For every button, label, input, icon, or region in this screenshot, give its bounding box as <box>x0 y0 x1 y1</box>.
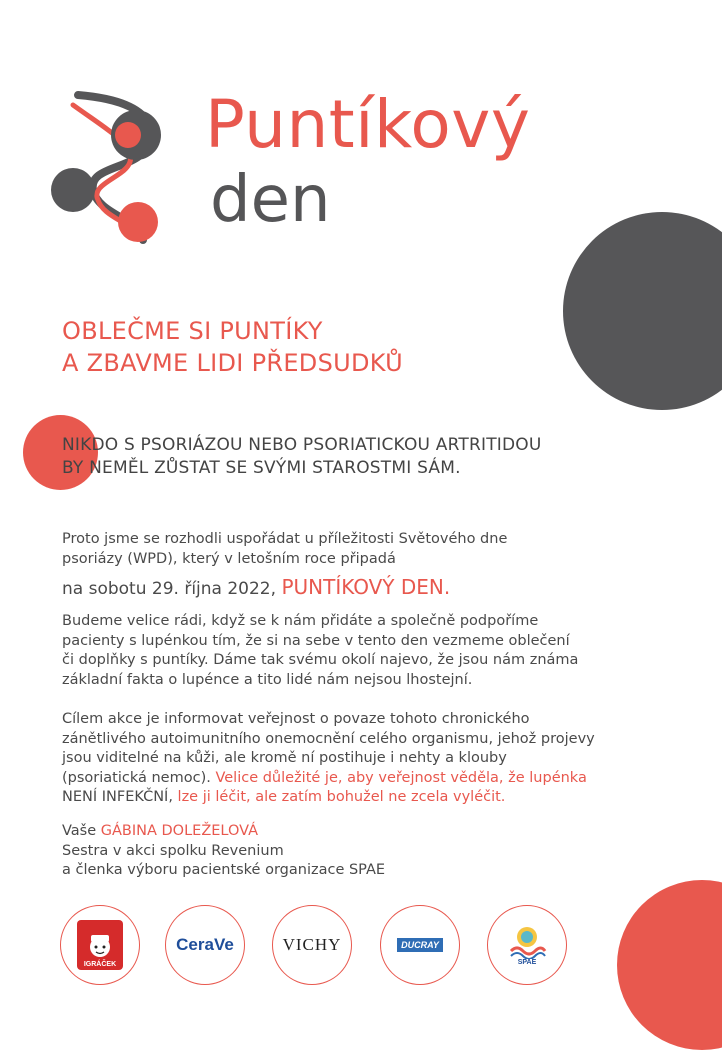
paragraph-line: základní fakta o lupénce a tito lidé nám nejsou lhostejní. <box>62 671 473 688</box>
decorative-red-circle-bottom <box>617 880 722 1050</box>
brand-title: Puntíkový <box>205 86 531 163</box>
signature-name-line <box>62 822 462 842</box>
headline-line-2: A ZBAVME LIDI PŘEDSUDKŮ <box>62 349 404 377</box>
spae-logo <box>507 925 547 966</box>
paragraph-line: zánětlivého autoimunitního onemocnění celého organismu, jehož projevy <box>62 730 595 747</box>
signature-name: GÁBINA DOLEŽELOVÁ <box>100 823 259 839</box>
signature-prefix: Vaše <box>62 823 101 839</box>
spae-sun-icon <box>507 925 547 959</box>
paragraph-text: (psoriatická nemoc). <box>62 769 216 786</box>
spae-label: SPAE <box>517 958 537 966</box>
headline <box>62 315 403 379</box>
paragraph-line: jsou viditelné na kůži, ale kromě ní postihuje i nehty a klouby <box>62 750 507 766</box>
paragraph-line: psoriázy (WPD), který v letošním roce připadá <box>62 550 396 567</box>
signature <box>62 822 462 881</box>
sponsor-cerave <box>165 905 245 985</box>
igracek-label: IGRÁČEK <box>83 961 117 968</box>
vichy-logo: VICHY <box>282 935 342 954</box>
paragraph-line: Cílem akce je informovat veřejnost o povaze tohoto chronického <box>62 711 530 727</box>
ducray-logo: DUCRAY <box>397 938 443 952</box>
paragraph-highlight: lze ji léčit, ale zatím bohužel ne zcela vyléčit. <box>177 789 506 805</box>
paragraph-goal <box>62 710 662 808</box>
sponsor-vichy <box>272 905 352 985</box>
paragraph-line: pacienty s lupénkou tím, že si na sebe v tento den vezmeme oblečení <box>62 632 570 649</box>
paragraph-text: NENÍ INFEKČNÍ, <box>62 789 178 805</box>
sponsor-ducray <box>380 905 460 985</box>
logo-graphic <box>48 80 208 250</box>
subheadline-line-2: BY NEMĚL ZŮSTAT SE SVÝMI STAROSTMI SÁM. <box>62 458 461 478</box>
subheadline <box>62 434 542 480</box>
sponsor-igracek <box>60 905 140 985</box>
sponsor-spae <box>487 905 567 985</box>
decorative-dark-circle <box>563 212 722 410</box>
headline-line-1: OBLEČME SI PUNTÍKY <box>62 317 323 345</box>
signature-role: Sestra v akci spolku Revenium <box>62 842 284 859</box>
brand-subtitle: den <box>210 163 331 237</box>
paragraph-intro <box>62 530 662 569</box>
date-line <box>62 575 450 601</box>
event-name: PUNTÍKOVÝ DEN. <box>281 575 451 599</box>
paragraph-line: či doplňky s puntíky. Dáme tak svému okolí najevo, že jsou nám známa <box>62 652 579 668</box>
paragraph-line <box>62 788 662 808</box>
cerave-logo: CeraVe <box>176 935 234 954</box>
paragraph-line: Budeme velice rádi, když se k nám přidáte a společně podpoříme <box>62 613 539 629</box>
paragraph-line <box>62 769 662 789</box>
subheadline-line-1: NIKDO S PSORIÁZOU NEBO PSORIATICKOU ARTRITIDOU <box>62 435 542 455</box>
igracek-logo <box>77 920 123 970</box>
paragraph-invitation <box>62 612 662 690</box>
paragraph-line: Proto jsme se rozhodli uspořádat u příležitosti Světového dne <box>62 531 508 547</box>
signature-role: a členka výboru pacientské organizace SPAE <box>62 862 386 878</box>
date-text: na sobotu 29. října 2022, <box>62 579 282 599</box>
paragraph-highlight: Velice důležité je, aby veřejnost věděla, že lupénka <box>215 769 587 786</box>
igracek-figure-icon <box>85 931 115 961</box>
